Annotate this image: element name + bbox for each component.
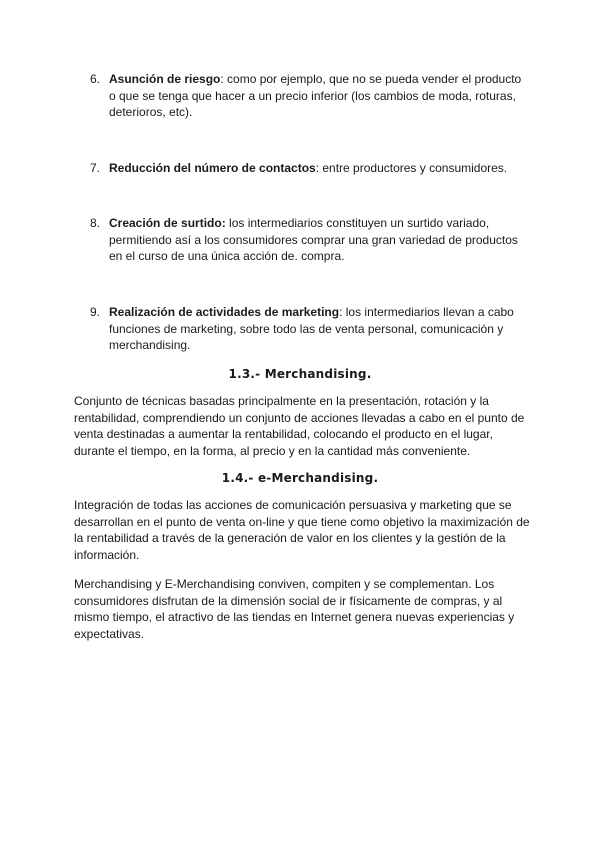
list-number: 6.: [90, 72, 101, 86]
list-item-risk: [90, 71, 530, 121]
list-text: [109, 215, 530, 265]
list-text: [109, 71, 530, 121]
paragraph-e-merchandising-definition: Integración de todas las acciones de comunicación persuasiva y marketing que se desarrollan en el punto de venta on-line y que tiene como objetivo la maximización de la rentabilidad a través de la generación de valor en los clientes y la gestión de la información.: [74, 498, 530, 562]
list-item-marketing: [90, 304, 530, 354]
section-heading-merchandising: 1.3.- Merchandising.: [228, 367, 372, 381]
section-heading-e-merchandising: 1.4.- e-Merchandising.: [221, 471, 379, 485]
list-text: [109, 160, 530, 177]
list-number: 8.: [90, 216, 101, 230]
list-item-body: : como por ejemplo, que no se pueda vender el producto o que se tenga que hacer a un precio inferior (los cambios de moda, roturas, deterioros, etc).: [109, 72, 522, 119]
list-item-title: Reducción del número de contactos: [109, 161, 316, 175]
paragraph-merchandising-definition: Conjunto de técnicas basadas principalmente en la presentación, rotación y la rentabilidad, comprendiendo un conjunto de acciones llevadas a cabo en el punto de venta destinadas a aumentar la rentabilidad, colocando el producto en el lugar, durante el tiempo, en la forma, al precio y en la cantidad más conveniente.: [74, 394, 525, 458]
paragraph-coexistence: Merchandising y E-Merchandising conviven, compiten y se complementan. Los consumidores disfrutan de la dimensión social de ir físicamente de compras, y al mismo tiempo, el atractivo de las tiendas en Internet genera nuevas experiencias y expectativas.: [74, 577, 515, 641]
list-item-body: : los intermediarios llevan a cabo funciones de marketing, sobre todo las de venta personal, comunicación y merchandising.: [109, 305, 514, 352]
list-item-title: Realización de actividades de marketing: [109, 305, 340, 319]
list-item-contacts: [90, 160, 530, 177]
list-text: [109, 304, 530, 354]
list-item-body: los intermediarios constituyen un surtido variado, permitiendo así a los consumidores comprar una gran variedad de productos en el curso de una única acción de. compra.: [109, 216, 518, 263]
list-item-body: : entre productores y consumidores.: [315, 161, 508, 175]
list-number: 9.: [90, 305, 101, 319]
list-number: 7.: [90, 161, 101, 175]
list-item-assortment: [90, 215, 530, 265]
list-item-title: Creación de surtido:: [109, 216, 226, 230]
list-item-title: Asunción de riesgo: [109, 72, 221, 86]
